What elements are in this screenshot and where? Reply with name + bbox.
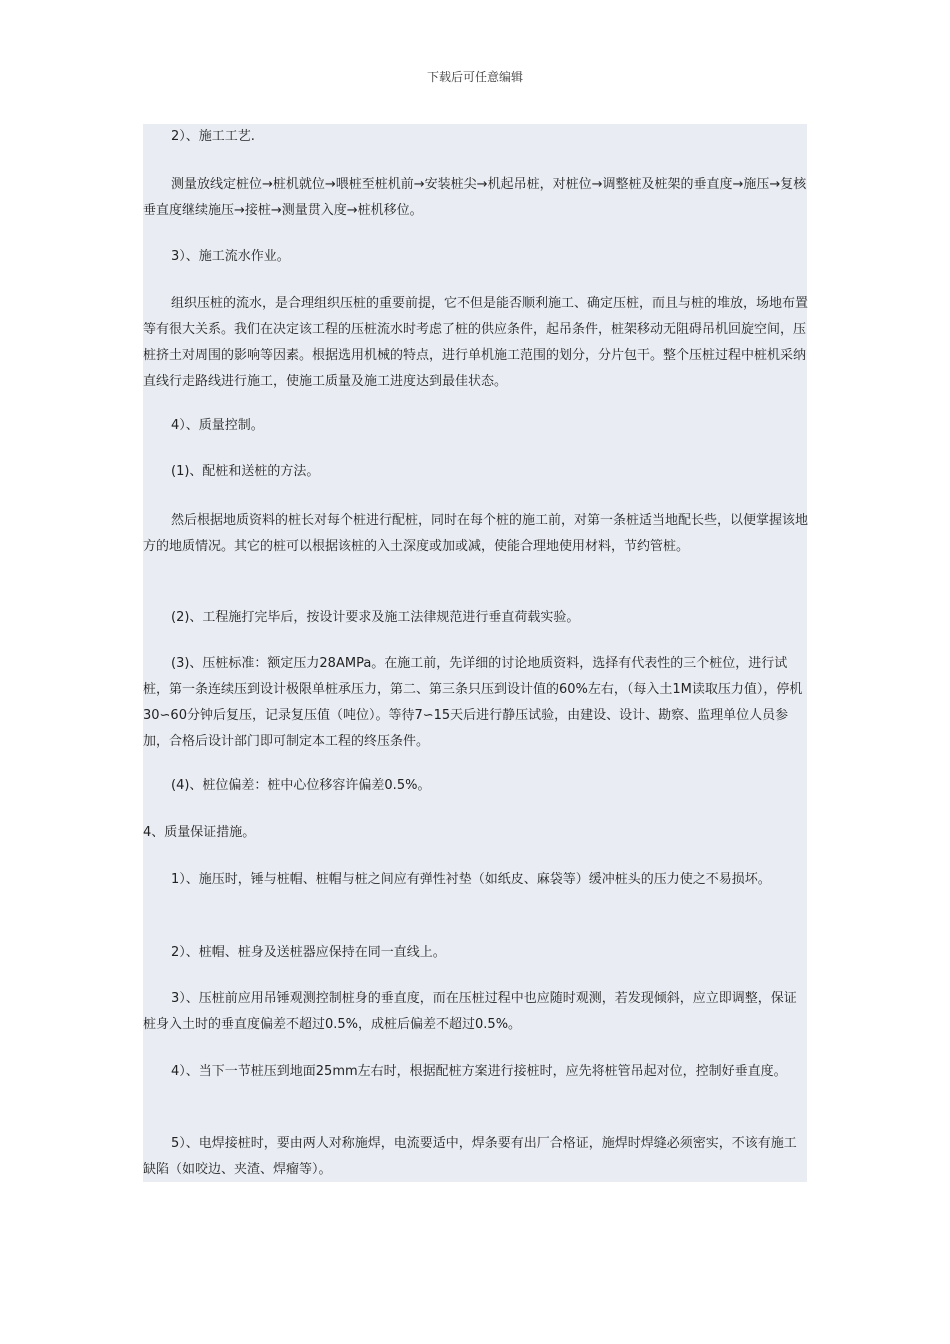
paragraph-pressure-standard: (3)、压桩标准：额定压力28AMPa。在施工前，先详细的讨论地质资料，选择有代表性的三个桩位，进行试桩，第一条连续压到设计极限单桩承压力，第二、第三条只压到设计值的60%左右，（每入土1M读取压力值），停机30∽60分钟后复压，记录复压值（吨位）。等待7∽15天后进行静压试验，由建设、设计、勘察、监理单位人员参加，合格后设计部门即可制定本工程的终压条件。 xyxy=(143,656,803,749)
paragraph-flow-organization: 组织压桩的流水，是合理组织压桩的重要前提，它不但是能否顺利施工、确定压桩，而且与桩的堆放，场地布置等有很大关系。我们在决定该工程的压桩流水时考虑了桩的供应条件，起吊条件，桩架移动无阻碍吊机回旋空间，压桩挤土对周围的影响等因素。根据选用机械的特点，进行单机施工范围的划分，分片包干。整个压桩过程中桩机采纳直线行走路线进行施工，使施工质量及施工进度达到最佳状态。 xyxy=(143,296,809,389)
paragraph-assurance-1: 1）、施压时，锤与桩帽、桩帽与桩之间应有弹性衬垫（如纸皮、麻袋等）缓冲桩头的压力使之不易损坏。 xyxy=(171,872,771,887)
paragraph-load-test: (2)、工程施打完毕后，按设计要求及施工法律规范进行垂直荷载实验。 xyxy=(171,610,580,625)
paragraph-assurance-3: 3）、压桩前应用吊锤观测控制桩身的垂直度，而在压桩过程中也应随时观测，若发现倾斜，应立即调整，保证桩身入土时的垂直度偏差不超过0.5%，成桩后偏差不超过0.5%。 xyxy=(143,991,797,1032)
paragraph-process-flow: 测量放线定桩位→桩机就位→喂桩至桩机前→安装桩尖→机起吊桩，对桩位→调整桩及桩架的垂直度→施压→复核垂直度继续施压→接桩→测量贯入度→桩机移位。 xyxy=(143,177,807,218)
paragraph-heading-quality-assurance: 4、质量保证措施。 xyxy=(143,825,256,840)
paragraph-heading-quality-control: 4）、质量控制。 xyxy=(171,418,264,433)
paragraph-assurance-2: 2）、桩帽、桩身及送桩器应保持在同一直线上。 xyxy=(171,945,446,960)
paragraph-heading-construction-process: 2）、施工工艺. xyxy=(171,129,255,144)
paragraph-heading-flow-operation: 3）、施工流水作业。 xyxy=(171,249,290,264)
document-body xyxy=(143,124,807,1182)
paragraph-assurance-4: 4）、当下一节桩压到地面25mm左右时，根据配桩方案进行接桩时，应先将桩管吊起对位，控制好垂直度。 xyxy=(171,1064,787,1079)
page-header-note: 下载后可任意编辑 xyxy=(426,70,523,84)
paragraph-assurance-5: 5）、电焊接桩时，要由两人对称施焊，电流要适中，焊条要有出厂合格证，施焊时焊缝必须密实，不该有施工缺陷（如咬边、夹渣、焊瘤等）。 xyxy=(143,1136,797,1177)
paragraph-pile-method-heading: (1)、配桩和送桩的方法。 xyxy=(171,464,320,479)
paragraph-pile-deviation: (4)、桩位偏差：桩中心位移容许偏差0.5%。 xyxy=(171,778,431,793)
paragraph-pile-method: 然后根据地质资料的桩长对每个桩进行配桩，同时在每个桩的施工前，对第一条桩适当地配长些，以便掌握该地方的地质情况。其它的桩可以根据该桩的入土深度或加或减，使能合理地使用材料，节约管桩。 xyxy=(143,513,809,554)
